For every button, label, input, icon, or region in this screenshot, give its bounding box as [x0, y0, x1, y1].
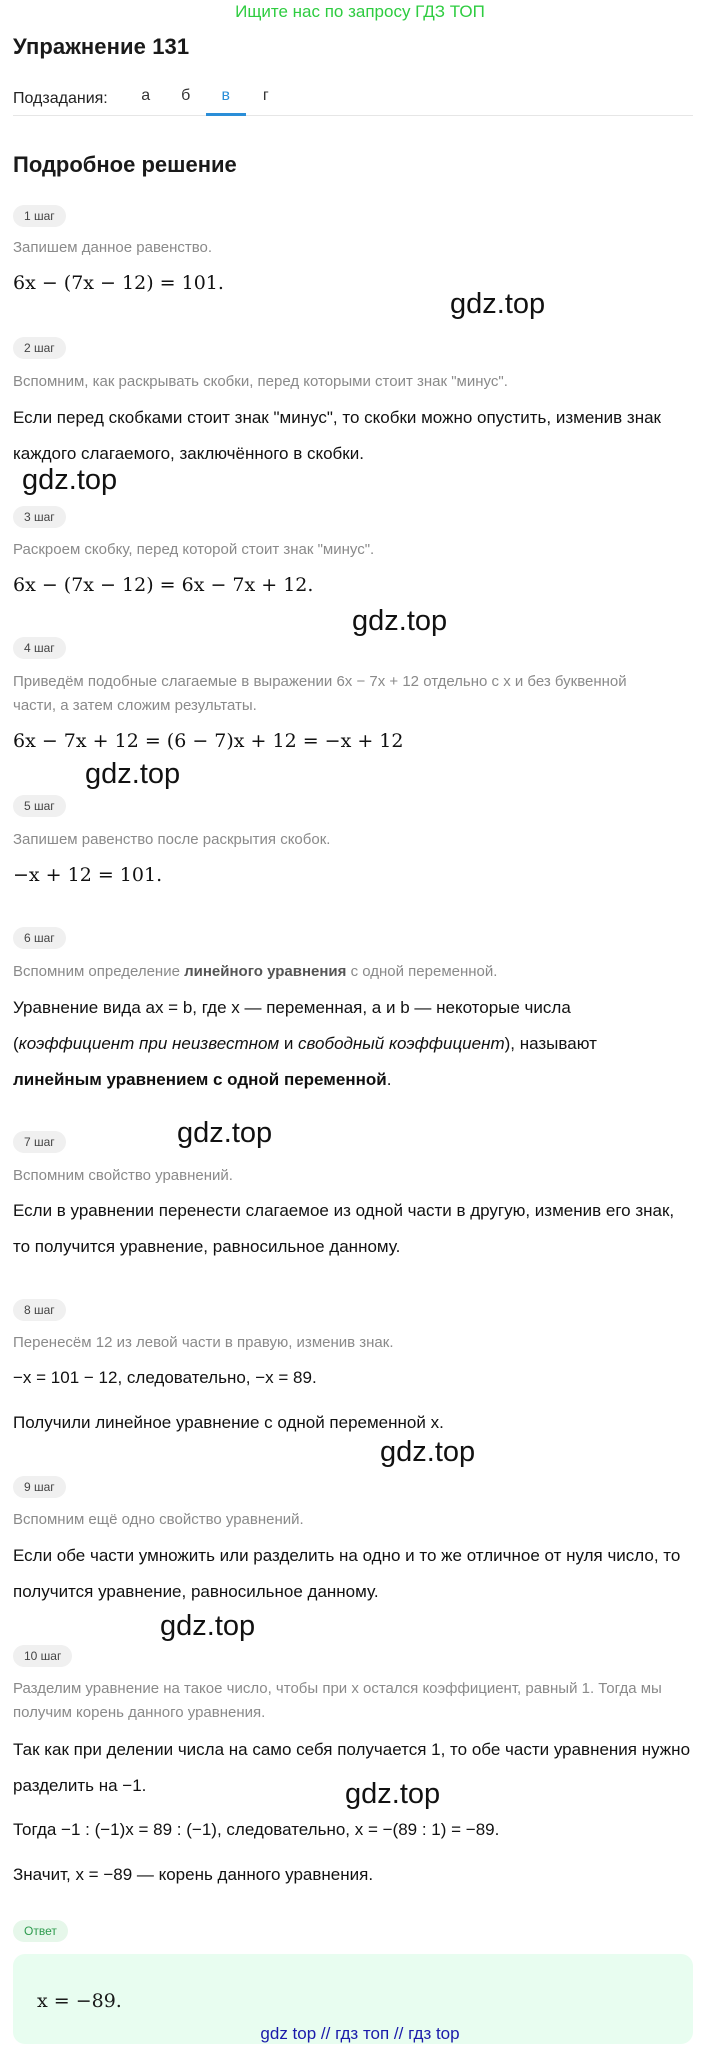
answer-badge: Ответ [13, 1920, 68, 1942]
formula: 6x − (7x − 12) = 6x − 7x + 12. [13, 574, 314, 596]
formula: 6x − (7x − 12) = 101. [13, 272, 224, 294]
subtasks-bar [13, 82, 693, 116]
watermark: gdz.top [380, 1436, 476, 1468]
subtasks-label: Подзадания: [13, 89, 108, 107]
watermark: gdz.top [22, 464, 118, 496]
step-badge: 5 шаг [13, 795, 66, 817]
definition-line-3: линейным уравнением с одной переменной. [13, 1070, 392, 1089]
tab-b[interactable]: б [181, 86, 191, 104]
formula: 6x − 7x + 12 = (6 − 7)x + 12 = −x + 12 [13, 730, 404, 752]
watermark: gdz.top [450, 288, 546, 320]
step-text: Если перед скобками стоит знак "минус", то скобки можно опустить, изменив знак каждого слагаемого, заключённого в скобки. [13, 408, 661, 463]
step-hint: Вспомним определение линейного уравнения с одной переменной. [13, 963, 498, 980]
step-badge: 9 шаг [13, 1476, 66, 1498]
search-hint-link[interactable]: Ищите нас по запросу ГДЗ ТОП [235, 2, 485, 21]
step-hint: Запишем равенство после раскрытия скобок. [13, 831, 331, 848]
step-hint: Раскроем скобку, перед которой стоит знак "минус". [13, 541, 375, 558]
step-badge: 8 шаг [13, 1299, 66, 1321]
answer-formula: x = −89. [37, 1990, 122, 2012]
watermark: gdz.top [85, 758, 181, 790]
step-badge: 2 шаг [13, 337, 66, 359]
step-badge: 7 шаг [13, 1131, 66, 1153]
tab-g[interactable]: г [262, 86, 269, 104]
step-badge: 6 шаг [13, 927, 66, 949]
watermark: gdz.top [160, 1610, 256, 1642]
step-hint: Перенесём 12 из левой части в правую, изменив знак. [13, 1334, 394, 1351]
step-hint: Вспомним ещё одно свойство уравнений. [13, 1511, 304, 1528]
page-title: Упражнение 131 [13, 34, 190, 59]
step-hint: Приведём подобные слагаемые в выражении 6x − 7x + 12 отдельно с x и без буквенной части, а затем сложим результаты. [13, 673, 627, 714]
footer-links[interactable]: gdz top // гдз топ // гдз top [260, 2024, 460, 2043]
watermark: gdz.top [352, 605, 448, 637]
step-hint: Вспомним, как раскрывать скобки, перед которыми стоит знак "минус". [13, 373, 508, 390]
step-line: −x = 101 − 12, следовательно, −x = 89. [13, 1368, 317, 1387]
definition-line-1: Уравнение вида ax = b, где x — переменная, a и b — некоторые числа [13, 998, 571, 1017]
tab-v[interactable]: в [206, 82, 246, 116]
step-badge: 3 шаг [13, 506, 66, 528]
watermark: gdz.top [345, 1778, 441, 1810]
step-text: Так как при делении числа на само себя получается 1, то обе части уравнения нужно разделить на −1. [13, 1740, 691, 1795]
step-line: Тогда −1 : (−1)x = 89 : (−1), следовательно, x = −(89 : 1) = −89. [13, 1820, 500, 1839]
step-hint: Вспомним свойство уравнений. [13, 1167, 233, 1184]
step-badge: 10 шаг [13, 1645, 72, 1667]
section-title: Подробное решение [13, 152, 237, 177]
step-line: Значит, x = −89 — корень данного уравнения. [13, 1865, 374, 1884]
step-hint: Разделим уравнение на такое число, чтобы при x остался коэффициент, равный 1. Тогда мы получим корень данного уравнения. [13, 1680, 662, 1721]
step-line: Получили линейное уравнение с одной переменной x. [13, 1413, 444, 1432]
tab-a[interactable]: а [141, 86, 151, 104]
step-text: Если в уравнении перенести слагаемое из одной части в другую, изменив его знак, то получится уравнение, равносильное данному. [13, 1201, 675, 1256]
step-badge: 1 шаг [13, 205, 66, 227]
definition-line-2: (коэффициент при неизвестном и свободный коэффициент), называют [13, 1034, 597, 1053]
step-badge: 4 шаг [13, 637, 66, 659]
step-hint: Запишем данное равенство. [13, 239, 213, 256]
formula: −x + 12 = 101. [13, 864, 163, 886]
watermark: gdz.top [177, 1117, 273, 1149]
step-text: Если обе части умножить или разделить на одно и то же отличное от нуля число, то получится уравнение, равносильное данному. [13, 1546, 681, 1601]
